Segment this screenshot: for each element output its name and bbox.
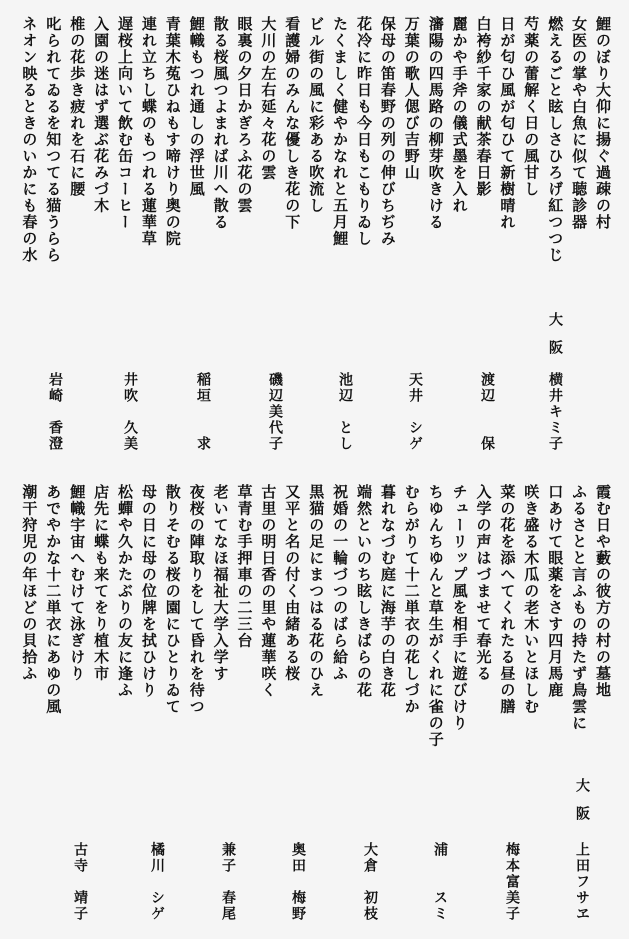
haiku-column: 鯉幟もつれ通しの浮世風: [187, 16, 206, 198]
haiku-column: 燃えるごと眩しさひろげ紅つつじ: [546, 16, 565, 264]
author-name: 磯辺美代子: [267, 372, 283, 452]
haiku-column: 口あけて眼薬をさす四月馬鹿: [546, 484, 565, 699]
author-name: 天井 シゲ: [407, 372, 423, 452]
haiku-column: 青葉木菟ひねもす啼けり奥の院: [163, 16, 182, 247]
haiku-column: 瀋陽の四馬路の柳芽吹きける: [426, 16, 445, 231]
haiku-column: 母の日に母の位牌を拭ひけり: [139, 484, 158, 699]
author-name: 稲垣 求: [195, 372, 211, 452]
haiku-column: たくましく健やかなれと五月鯉: [331, 16, 350, 247]
author-name: 奥田 梅野: [290, 842, 306, 922]
haiku-column: 端然といのち眩しきばらの花: [355, 484, 373, 699]
haiku-column: ちゆんちゆんと草生がくれに雀の子: [426, 484, 445, 748]
haiku-column: 入園の迷はず選ぶ花みづ木: [92, 16, 111, 214]
haiku-column: 看護婦のみんな優しき花の下: [283, 16, 302, 231]
haiku-column: 麗かや手斧の儀式墨を入れ: [450, 16, 469, 214]
haiku-column: チューリップ風を相手に遊びけり: [450, 484, 469, 732]
haiku-column: 日が匂ひ風が匂ひて新樹晴れ: [498, 16, 517, 231]
haiku-column: 暮れなづむ庭に海芋の白き花: [378, 484, 397, 699]
author-name: 横井キミ子: [547, 372, 563, 452]
author-name: 梅本富美子: [504, 842, 520, 922]
haiku-column: 草青む手押車の二三台: [235, 484, 254, 649]
author-name: 井吹 久美: [122, 372, 138, 452]
haiku-column: 咲き盛る木瓜の老木いとほしむ: [522, 484, 541, 715]
author-name: 岩崎 香澄: [47, 372, 63, 452]
haiku-column: 遅桜上向いて飲む缶コーヒー: [116, 16, 134, 231]
haiku-column: 潮干狩児の年ほどの貝拾ふ: [20, 484, 39, 682]
haiku-column: 松蟬や久かたぶりの友に逢ふ: [116, 484, 134, 699]
haiku-column: 女医の掌や白魚に似て聴診器: [570, 16, 589, 231]
haiku-column: 大川の左右延々花の雲: [259, 16, 278, 181]
haiku-column: ふるさとと言ふもの持たず鳥雲に: [570, 484, 589, 732]
haiku-column: あでやかな十二単衣にあゆの風: [44, 484, 63, 715]
haiku-column: 万葉の歌人偲び吉野山: [402, 16, 421, 181]
author-name: 大倉 初枝: [362, 842, 378, 922]
haiku-column: 黒猫の足にまつはる花のひえ: [307, 484, 326, 699]
haiku-column: 鯉のぼり大仰に揚ぐ過疎の村: [594, 16, 612, 231]
author-name: 浦 スミ: [432, 842, 448, 922]
haiku-column: むらがりて十二単衣の花しづか: [402, 484, 421, 715]
haiku-column: 又平と名の付く由緒ある桜: [283, 484, 302, 682]
author-name: 古寺 靖子: [72, 842, 88, 922]
haiku-column: ビル街の風に彩ある吹流し: [307, 16, 326, 214]
author-name: 上田フサヱ: [574, 842, 590, 922]
haiku-column: 老いてなほ福祉大学入学す: [211, 484, 230, 682]
haiku-column: 店先に蝶も来てをり植木市: [92, 484, 111, 682]
haiku-column: 古里の明日香の里や蓮華咲く: [259, 484, 278, 699]
haiku-column: 眼裏の夕日かぎろふ花の雲: [235, 16, 254, 214]
haiku-column: 花冷に昨日も今日もこもりゐし: [355, 16, 373, 247]
haiku-column: 芍薬の蕾解く日の風甘し: [522, 16, 541, 198]
haiku-column: 入学の声はづませて春光る: [474, 484, 493, 682]
author-place: 大 阪: [547, 312, 563, 354]
author-name: 池辺 とし: [337, 372, 353, 452]
haiku-column: 叱られてゐるを知つてる猫うらら: [44, 16, 63, 264]
author-name: 橘川 シゲ: [149, 842, 165, 922]
haiku-column: 散りそむる桜の園にひとりゐて: [163, 484, 182, 715]
haiku-column: 夜桜の陣取りをして昏れを待つ: [187, 484, 206, 715]
haiku-column: 連れ立ちし蝶のもつれる蓮華草: [139, 16, 158, 247]
haiku-column: 菜の花を添へてくれたる昼の膳: [498, 484, 517, 715]
haiku-column: 椎の花歩き疲れを石に腰: [68, 16, 87, 198]
haiku-column: ネオン映るときのいかにも春の水: [20, 16, 39, 264]
author-place: 大 阪: [574, 778, 590, 820]
haiku-column: 霞む日や藪の彼方の村の墓地: [594, 484, 612, 699]
haiku-column: 保母の笛春野の列の伸びちぢみ: [378, 16, 397, 247]
haiku-column: 散る桜風つよまれば川へ散る: [211, 16, 230, 231]
author-name: 兼子 春尾: [220, 842, 236, 922]
haiku-column: 白袴紗千家の献茶春日影: [474, 16, 493, 198]
author-name: 渡辺 保: [479, 372, 495, 452]
haiku-column: 鯉幟宇宙へむけて泳ぎけり: [68, 484, 87, 682]
haiku-column: 祝婚の一輪づつのばら給ふ: [331, 484, 350, 682]
